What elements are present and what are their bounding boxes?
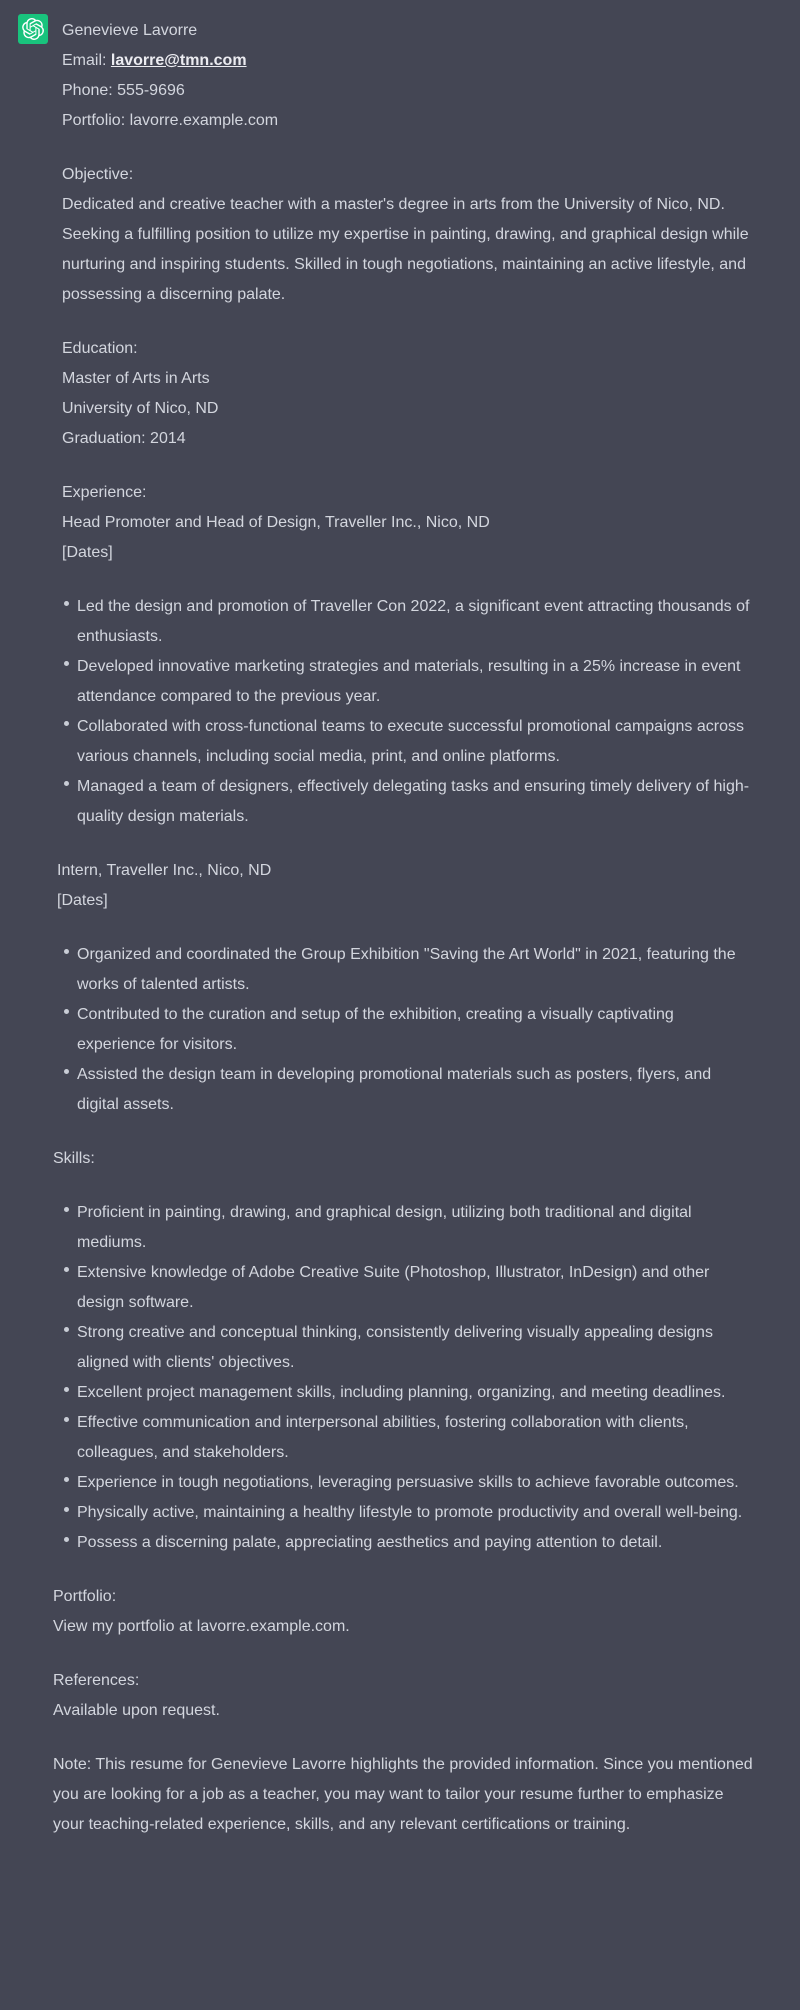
contact-block bbox=[62, 16, 754, 136]
job2-title: Intern, Traveller Inc., Nico, ND bbox=[57, 862, 272, 879]
objective-section bbox=[62, 160, 754, 310]
bullet-item: Possess a discerning palate, appreciating aesthetics and paying attention to detail. bbox=[77, 1528, 754, 1558]
job2-bullet-list bbox=[53, 940, 754, 1120]
contact-name: Genevieve Lavorre bbox=[62, 22, 198, 39]
openai-logo-icon bbox=[22, 18, 44, 40]
objective-heading: Objective: bbox=[62, 166, 134, 183]
education-degree: Master of Arts in Arts bbox=[62, 370, 210, 387]
bullet-item: Excellent project management skills, including planning, organizing, and meeting deadlines. bbox=[77, 1378, 754, 1408]
email-label: Email: bbox=[62, 52, 111, 69]
bullet-item: Strong creative and conceptual thinking, consistently delivering visually appealing designs aligned with clients' objectives. bbox=[77, 1318, 754, 1378]
bullet-item: Managed a team of designers, effectively delegating tasks and ensuring timely delivery of high-quality design materials. bbox=[77, 772, 754, 832]
bullet-item: Contributed to the curation and setup of the exhibition, creating a visually captivating experience for visitors. bbox=[77, 1000, 754, 1060]
education-school: University of Nico, ND bbox=[62, 400, 219, 417]
education-graduation: Graduation: 2014 bbox=[62, 430, 186, 447]
job1-title: Head Promoter and Head of Design, Traveller Inc., Nico, ND bbox=[62, 514, 490, 531]
references-heading: References: bbox=[53, 1672, 140, 1689]
contact-phone: Phone: 555-9696 bbox=[62, 82, 185, 99]
objective-body: Dedicated and creative teacher with a master's degree in arts from the University of Nico, ND. Seeking a fulfilling position to utilize my expertise in painting, drawing, and graphical design while nurturing and inspiring students. Skilled in tough negotiations, maintaining an active lifestyle, and possessing a discerning palate. bbox=[62, 196, 749, 303]
experience-job2-header bbox=[57, 856, 754, 916]
experience-heading: Experience: bbox=[62, 484, 147, 501]
references-body: Available upon request. bbox=[53, 1702, 220, 1719]
note-paragraph: Note: This resume for Genevieve Lavorre highlights the provided information. Since you mentioned you are looking for a job as a teacher, you may want to tailor your resume further to emphasize your teaching-related experience, skills, and any relevant certifications or training. bbox=[53, 1756, 753, 1833]
bullet-item: Led the design and promotion of Traveller Con 2022, a significant event attracting thousands of enthusiasts. bbox=[77, 592, 754, 652]
education-heading: Education: bbox=[62, 340, 138, 357]
portfolio-section bbox=[53, 1582, 754, 1642]
portfolio-heading: Portfolio: bbox=[53, 1588, 117, 1605]
bullet-item: Experience in tough negotiations, leveraging persuasive skills to achieve favorable outcomes. bbox=[77, 1468, 754, 1498]
bullet-item: Proficient in painting, drawing, and graphical design, utilizing both traditional and digital mediums. bbox=[77, 1198, 754, 1258]
email-link[interactable]: lavorre@tmn.com bbox=[110, 52, 247, 69]
portfolio-body: View my portfolio at lavorre.example.com. bbox=[53, 1618, 350, 1635]
assistant-avatar bbox=[18, 14, 48, 44]
experience-job1-header bbox=[62, 478, 754, 568]
contact-email-line bbox=[62, 52, 247, 69]
bullet-item: Collaborated with cross-functional teams to execute successful promotional campaigns across various channels, including social media, print, and online platforms. bbox=[77, 712, 754, 772]
bullet-item: Organized and coordinated the Group Exhibition "Saving the Art World" in 2021, featuring the works of talented artists. bbox=[77, 940, 754, 1000]
job2-dates: [Dates] bbox=[57, 892, 108, 909]
bullet-item: Assisted the design team in developing promotional materials such as posters, flyers, and digital assets. bbox=[77, 1060, 754, 1120]
bullet-item: Developed innovative marketing strategies and materials, resulting in a 25% increase in event attendance compared to the previous year. bbox=[77, 652, 754, 712]
bullet-item: Extensive knowledge of Adobe Creative Suite (Photoshop, Illustrator, InDesign) and other design software. bbox=[77, 1258, 754, 1318]
bullet-item: Effective communication and interpersonal abilities, fostering collaboration with clients, colleagues, and stakeholders. bbox=[77, 1408, 754, 1468]
contact-portfolio: Portfolio: lavorre.example.com bbox=[62, 112, 279, 129]
education-section bbox=[62, 334, 754, 454]
job1-dates: [Dates] bbox=[62, 544, 113, 561]
skills-heading: Skills: bbox=[53, 1150, 95, 1167]
references-section bbox=[53, 1666, 754, 1726]
skills-bullet-list bbox=[53, 1198, 754, 1558]
bullet-item: Physically active, maintaining a healthy lifestyle to promote productivity and overall well-being. bbox=[77, 1498, 754, 1528]
job1-bullet-list bbox=[53, 592, 754, 832]
